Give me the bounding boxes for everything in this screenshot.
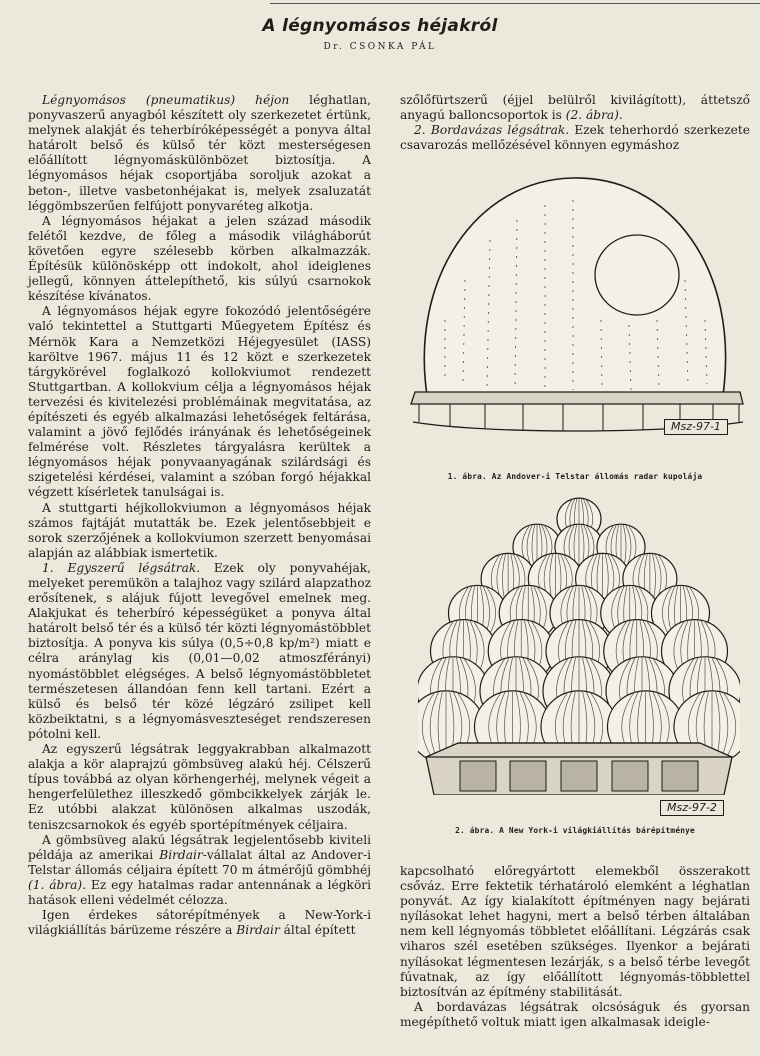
paragraph: Igen érdekes sátorépítmények a New-York-i világkiállítás bárüzeme részére a Birdair által épített: [28, 908, 371, 938]
paragraph: Az egyszerű légsátrak leggyakrabban alkalmazott alakja a kör alaprajzú gömbsüveg alakú héj. Célszerű típus továbbá az olyan körhengerhéj, melynek végeit a hengerfelülethez illeszkedő gömbcikkelyek zárják le. Ez utóbbi alakzat különösen alkalmas uszodák, teniszcsarnokok és egyéb sportépítmények céljaira.: [28, 742, 371, 832]
figure-2-code: Msz-97-2: [660, 800, 724, 816]
figure-2-balloon-cluster: [418, 495, 740, 795]
paragraph: kapcsolható előregyártott elemekből összerakott csőváz. Erre fektetik térhatároló elemként a léghatlan ponyvát. Az így kialakított építményen nagy bejárati nyílásokat lehet hagyni, mert a belső térben általában nem kell légnyomás többletet előállítani. Légzárás csak viharos szél esetében szükséges. Ilyenkor a bejárati nyílásokat légmentesen lezárják, s a belső térbe levegőt fúvatnak, az így előállított légnyomás-többlettel biztosítván az építmény stabilitását.: [400, 864, 750, 999]
balloon-base-opening: [561, 761, 597, 791]
article-author: Dr. CSONKA PÁL: [323, 42, 437, 52]
balloon-base-opening: [460, 761, 496, 791]
paragraph: A gömbsüveg alakú légsátrak legjelentősebb kiviteli példája az amerikai Birdair-vállalat által az Andover-i Telstar állomás céljaira épített 70 m átmérőjű gömbhéj (1. ábra). Ez egy hatalmas radar antennának a légköri hatások elleni védelmét célozza.: [28, 832, 372, 907]
figure-1-caption: 1. ábra. Az Andover-i Telstar állomás radar kupolája: [447, 472, 703, 481]
article-title: A légnyomásos héjakról: [262, 16, 498, 36]
paragraph: 2. Bordavázas légsátrak. Ezek teherhordó szerkezete csavarozás mellőzésével könnyen egymáshoz: [400, 123, 750, 153]
figure-1-radar-dome: [405, 160, 750, 450]
balloon-cluster-illustration: [418, 495, 740, 795]
figure-1-code: Msz-97-1: [664, 419, 728, 435]
paragraph: A bordavázas légsátrak olcsóságuk és gyorsan megépíthető voltuk miatt igen alkalmasak ideigle-: [400, 999, 750, 1029]
right-column-top: [400, 93, 750, 153]
paragraph: A légnyomásos héjak egyre fokozódó jelentőségére való tekintettel a Stuttgarti Műegyetem Építész és Mérnök Kara a Nemzetközi Héjegyesület (IASS) karöltve 1967. május 11 és 12 közt e szerkezetek tárgykörével foglalkozó kollokviumot rendezett Stuttgartban. A kollokvium célja a légnyomásos héjak tervezési és kivitelezési problémáinak megvitatása, az építészeti és egyéb alkalmazási lehetőségek feltárása, valamint a jövő fejlődés irányának és lehetőségeinek felmérése volt. Részletes tárgyalásra kerültek a légnyomásos héjak ponyvaanyagának szilárdsági és szigetelési kérdései, valamint a szóban forgó héjakkal végzett kísérletek tanulságai is.: [28, 304, 371, 500]
paragraph: szőlőfürtszerű (éjjel belülről kivilágított), áttetsző anyagú balloncsoportok is (2. ábra).: [400, 93, 750, 123]
balloon-base-opening: [612, 761, 648, 791]
balloon-base-opening: [510, 761, 546, 791]
left-column: [28, 93, 371, 938]
radar-dome-illustration: [405, 160, 750, 450]
paragraph: A stuttgarti héjkollokviumon a légnyomásos héjak számos fajtáját mutatták be. Ezek jelentősebbjeit e sorok szerzőjének a kollokviumon szerzett benyomásai alapján az alábbiak ismertetik.: [28, 500, 371, 560]
figure-2-caption: 2. ábra. A New York-i világkiállítás bárépítménye: [455, 826, 695, 835]
right-column-bottom: [400, 864, 750, 1030]
paragraph: 1. Egyszerű légsátrak. Ezek oly ponyvahéjak, melyeket peremükön a talajhoz vagy szilárd alapzathoz erősítenek, s alájuk fújott levegővel emelnek meg. Alakjukat és teherbíró képességüket a ponyva által határolt belső tér és a külső tér közti légnyomástöbblet biztosítja. A ponyva kis súlya (0,5÷0,8 kp/m²) miatt e célra aránylag kis (0,01—0,02 atmoszférányi) nyomástöbblet elégséges. A belső légnyomástöbbletet természetesen állandóan fenn kell tartani. Ezért a külső és belső tér közé légzáró zsilipet kell közbeiktatni, s a légnyomásveszteséget rendszeresen pótolni kell.: [28, 560, 371, 741]
paragraph: A légnyomásos héjakat a jelen század második felétől kezdve, de főleg a második világháborút követően egyre szélesebb körben alkalmazzák. Építésük különösképp ott indokolt, ahol ideiglenes jellegű, könnyen áttelepíthető, kis súlyú csarnokok készítése kívánatos.: [28, 213, 371, 304]
paragraph: Légnyomásos (pneumatikus) héjon léghatlan, ponyvaszerű anyagból készített oly szerkezetet értünk, melynek alakját és teherbíróképességét a ponyva által határolt belső és külső tér közt mesterségesen előállított légnyomáskülönbözet biztosítja. A légnyomásos héjak csoportjába soroljuk azokat a beton-, illetve vasbetonhéjakat is, melyek zsaluzatát léggömbszerűen felfújott ponyvaréteg alkotja.: [28, 93, 371, 213]
balloon-base-opening: [662, 761, 698, 791]
header-rule: [270, 3, 760, 4]
